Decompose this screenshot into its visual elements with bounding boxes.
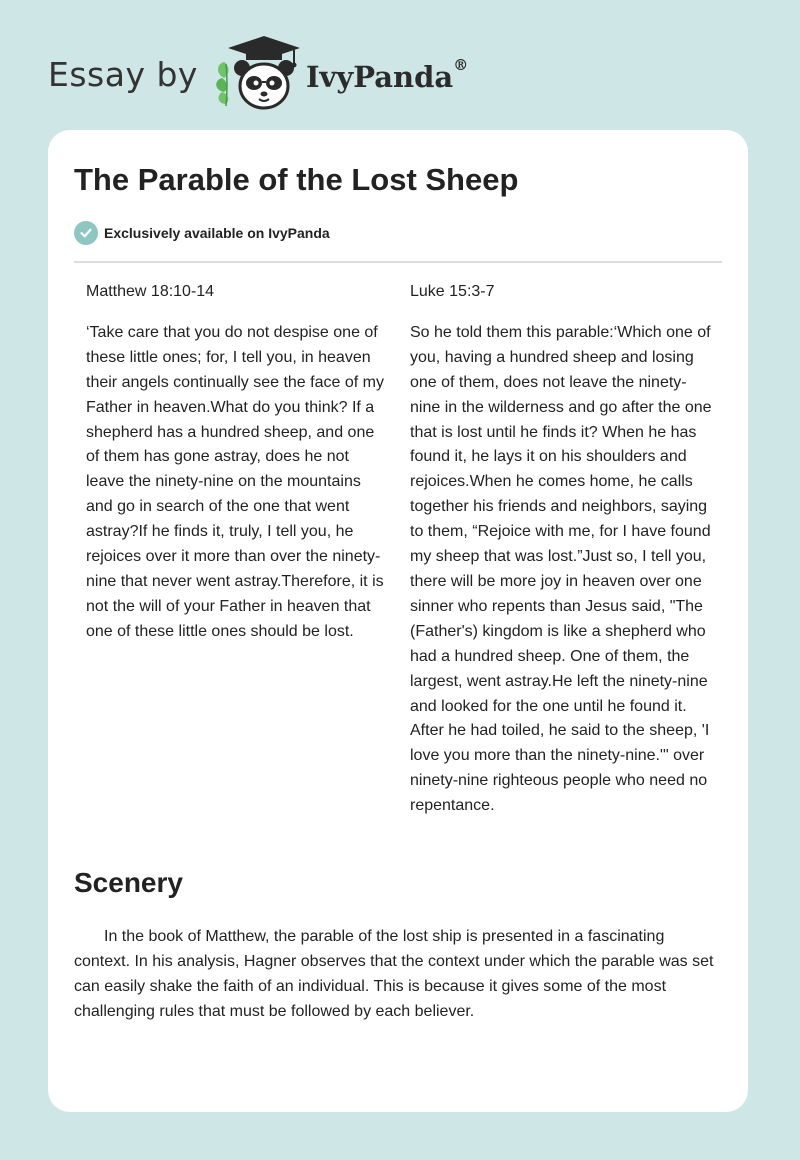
section-heading: Scenery <box>74 867 183 898</box>
comparison-column-luke <box>410 280 715 819</box>
check-icon <box>74 221 98 245</box>
panda-logo-icon[interactable] <box>214 34 302 114</box>
divider <box>74 261 722 263</box>
essay-card <box>48 130 748 1112</box>
column-reference: Luke 15:3-7 <box>410 283 495 300</box>
exclusive-label: Exclusively available on IvyPanda <box>104 225 330 241</box>
column-text: ‘Take care that you do not despise one of these little ones; for, I tell you, in heaven their angels continually see the face of my Father in heaven.What do you think? If a shepherd has a hundred sheep, and one of them has gone astray, does he not leave the ninety-nine on the mountains and go in search of the one that went astray?If he finds it, truly, I tell you, he rejoices over it more than over the ninety-nine that never went astray.Therefore, it is not the will of your Father in heaven that one of these little ones should be lost. <box>86 323 384 640</box>
essay-title: The Parable of the Lost Sheep <box>74 162 519 197</box>
brand-name[interactable]: IvyPanda® <box>305 56 469 94</box>
column-reference: Matthew 18:10-14 <box>86 283 215 300</box>
site-header <box>48 34 468 114</box>
registered-mark: ® <box>453 56 469 74</box>
section-paragraph: In the book of Matthew, the parable of the lost ship is presented in a fascinating context. In his analysis, Hagner observes that the context under which the parable was set can easily shake the faith of an individual. This is because it gives some of the most challenging rules that must be followed by each believer. <box>74 928 714 1020</box>
comparison-column-matthew <box>86 280 391 645</box>
essay-by-label: Essay by <box>48 54 198 94</box>
exclusive-badge <box>74 221 330 245</box>
column-text: So he told them this parable:‘Which one of you, having a hundred sheep and losing one of them, does not leave the ninety-nine in the wilderness and go after the one that is lost until he finds it? When he has found it, he lays it on his shoulders and rejoices.When he comes home, he calls together his friends and neighbors, saying to them, “Rejoice with me, for I have found my sheep that was lost.”Just so, I tell you, there will be more joy in heaven over one sinner who repents than Jesus said, "The (Father's) kingdom is like a shepherd who had a hundred sheep. One of them, the largest, went astray.He left the ninety-nine and looked for the one until he found it. After he had toiled, he said to the sheep, 'I love you more than the ninety-nine.'" over ninety-nine righteous people who need no repentance. <box>410 323 712 815</box>
